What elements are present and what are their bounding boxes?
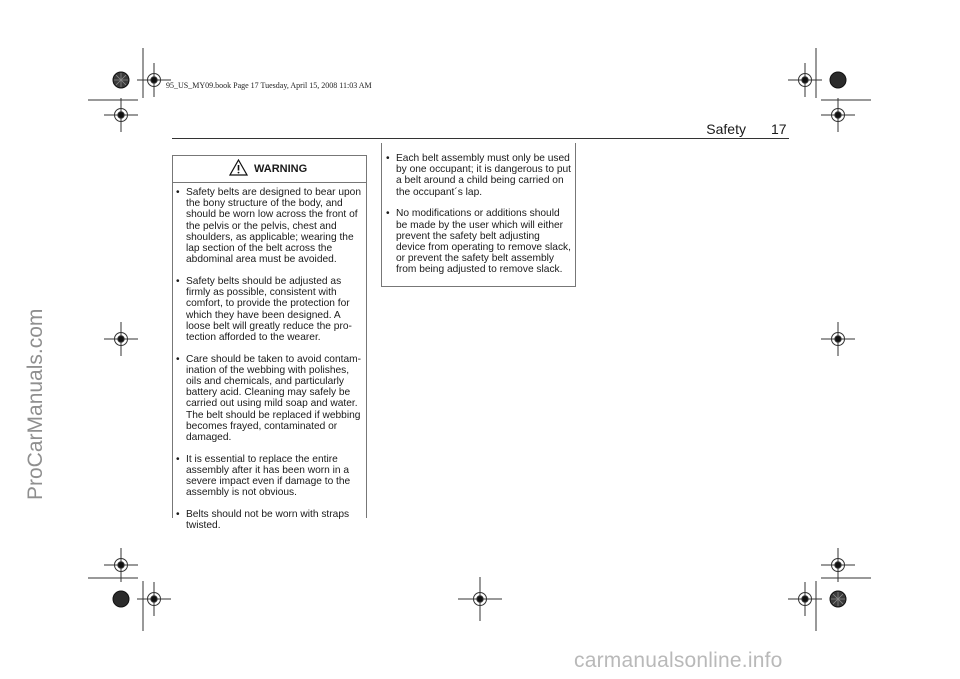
warning-list: [175, 187, 361, 542]
file-info-line: 95_US_MY09.book Page 17 Tuesday, April 15, 2008 11:03 AM: [166, 81, 372, 90]
page-number: 17: [771, 121, 787, 137]
registration-mark-filled: [830, 72, 846, 88]
continued-right-border: [575, 143, 576, 286]
registration-mark-dot: [118, 562, 124, 568]
continued-item: • No modifications or additions should be made by the user which will either prevent the safety belt adjusting device from operating to remove slack, or prevent the safety belt assembly from being adjusted to remove slack.: [385, 208, 571, 275]
registration-mark-dot: [835, 112, 841, 118]
continued-bottom-border: [381, 286, 576, 287]
watermark-left: ProCarManuals.com: [24, 308, 47, 500]
continued-list: [385, 153, 571, 286]
header-rule: [172, 138, 789, 139]
continued-left-border: [381, 143, 382, 286]
warning-title: WARNING: [254, 163, 308, 175]
warning-item: • Safety belts are designed to bear upon the bony structure of the body, and should be worn low across the front of the pelvis or the pelvis, chest and shoulders, as applicable; wearing the lap section of the belt across the abdominal area must be avoided.: [175, 187, 361, 265]
warning-right-border: [366, 155, 367, 518]
watermark-bottom: carmanualsonline.info: [574, 649, 783, 672]
warning-item: • Belts should not be worn with straps twisted.: [175, 509, 361, 531]
warning-item: • Care should be taken to avoid contam-ination of the webbing with polishes, oils and chemicals, and particularly battery acid. Cleaning may safely be carried out using mild soap and water. The belt should be replaced if webbing becomes frayed, contaminated or damaged.: [175, 354, 361, 444]
registration-mark-dot: [118, 336, 124, 342]
registration-mark-dot: [802, 77, 808, 83]
continued-item: • Each belt assembly must only be used by one occupant; it is dangerous to put a belt around a child being carried on the occupant´s lap.: [385, 153, 571, 198]
registration-mark-dot: [835, 562, 841, 568]
warning-triangle-icon: [229, 159, 248, 176]
registration-mark-dot: [802, 596, 808, 602]
registration-mark-dot: [118, 112, 124, 118]
registration-mark-dot: [151, 77, 157, 83]
warning-item: • It is essential to replace the entire assembly after it has been worn in a severe impact even if damage to the assembly is not obvious.: [175, 454, 361, 499]
registration-mark-filled: [113, 591, 129, 607]
registration-mark-dot: [151, 596, 157, 602]
warning-item: • Safety belts should be adjusted as firmly as possible, consistent with comfort, to provide the protection for which they have been designed. A loose belt will greatly reduce the pro-tection afforded to the wearer.: [175, 276, 361, 343]
registration-mark-dot: [835, 336, 841, 342]
warning-left-border: [172, 155, 173, 518]
section-title: Safety: [706, 121, 746, 137]
registration-mark-dot: [477, 596, 483, 602]
